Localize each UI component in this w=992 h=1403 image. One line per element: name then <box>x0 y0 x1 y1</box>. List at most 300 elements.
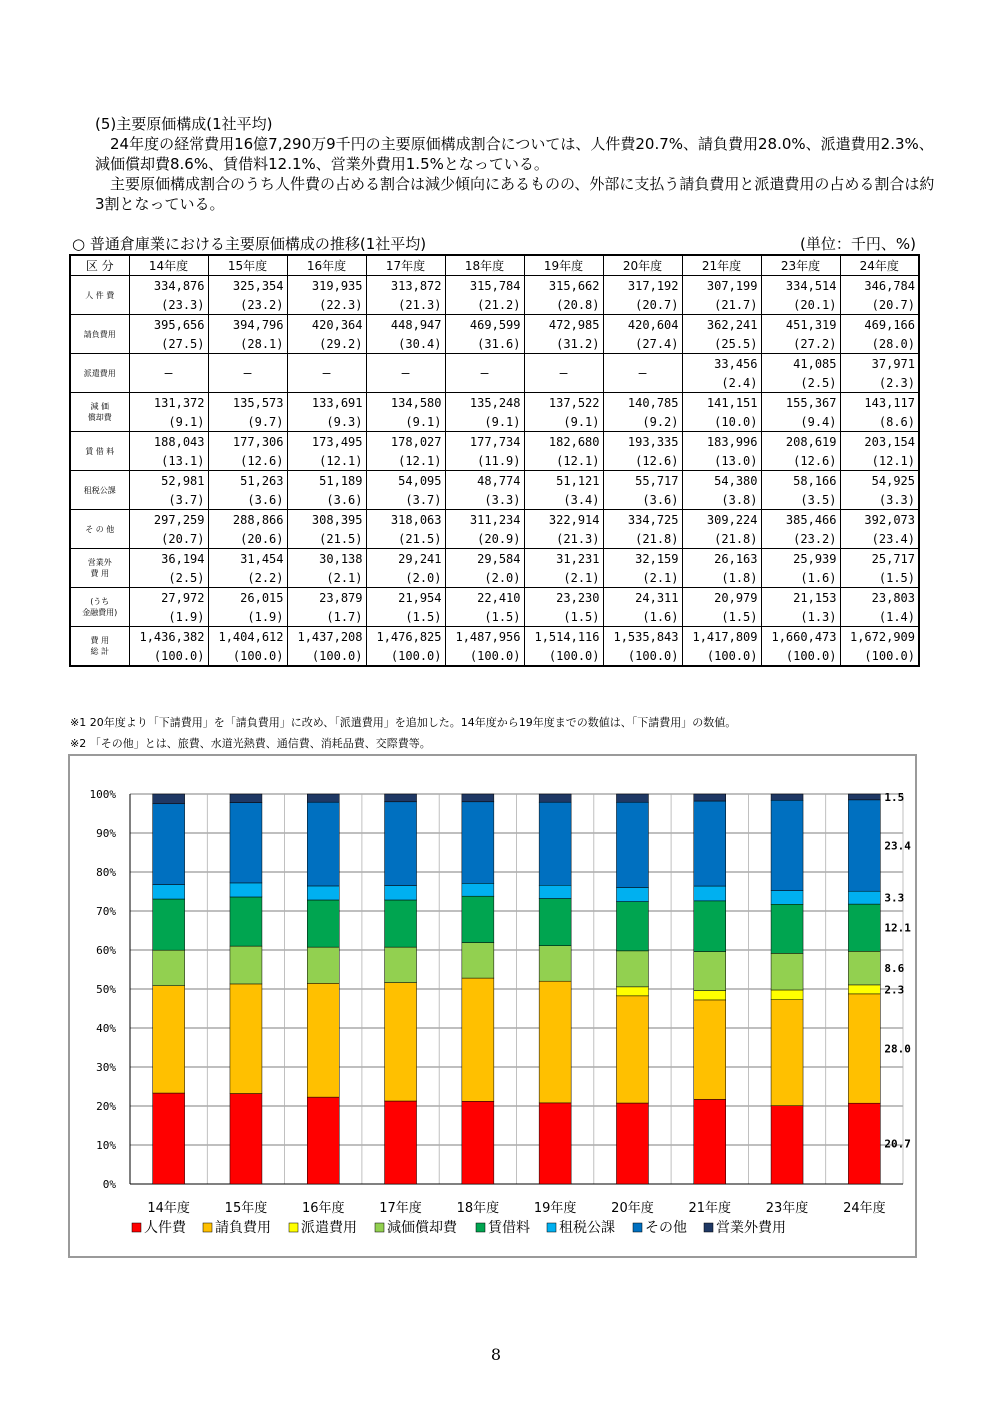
bar-segment <box>848 985 880 994</box>
x-tick-label: 20年度 <box>611 1201 654 1216</box>
footnote-2: ※2 「その他」とは、旅費、水道光熱費、通信費、消耗品費、交際費等。 <box>70 737 431 750</box>
cell-value: 141,151 <box>682 393 761 413</box>
cell-percent: (2.1) <box>603 568 682 588</box>
cell-percent: (21.5) <box>287 529 366 549</box>
cell-percent: (100.0) <box>524 646 603 666</box>
bar-segment <box>616 987 648 996</box>
cell-value: 362,241 <box>682 315 761 335</box>
cell-value: 319,935 <box>287 276 366 296</box>
data-label: 20.7 <box>884 1137 911 1151</box>
cell-value: 322,914 <box>524 510 603 530</box>
header-year: 24年度 <box>840 255 919 276</box>
cell-percent: (23.3) <box>129 295 208 315</box>
y-tick-label: 20% <box>96 1100 116 1113</box>
data-label: 28.0 <box>884 1042 911 1056</box>
cell-value: 334,876 <box>129 276 208 296</box>
cell-value: 1,487,956 <box>445 627 524 647</box>
cell-value: 25,717 <box>840 549 919 569</box>
cell-value: 288,866 <box>208 510 287 530</box>
x-tick-label: 21年度 <box>688 1201 732 1216</box>
cell-value: 308,395 <box>287 510 366 530</box>
footnote-1: ※1 20年度より「下請費用」を「請負費用」に改め、「派遣費用」を追加した。14年度から19年度までの数値は、「下請費用」の数値。 <box>70 716 737 729</box>
cell-dash: — <box>445 354 524 393</box>
cell-dash: — <box>524 354 603 393</box>
stacked-bar-chart <box>70 756 915 1256</box>
cell-value: 188,043 <box>129 432 208 452</box>
cell-percent: (23.4) <box>840 529 919 549</box>
cell-value: 23,803 <box>840 588 919 608</box>
cell-percent: (1.9) <box>129 607 208 627</box>
cell-value: 51,189 <box>287 471 366 491</box>
table-row-pct <box>70 295 919 315</box>
cell-value: 309,224 <box>682 510 761 530</box>
cell-value: 41,085 <box>761 354 840 374</box>
bar-segment <box>848 891 880 904</box>
cell-value: 1,436,382 <box>129 627 208 647</box>
legend-swatch <box>547 1223 556 1232</box>
table-row-pct <box>70 334 919 354</box>
cell-percent: (20.9) <box>445 529 524 549</box>
cell-percent: (3.8) <box>682 490 761 510</box>
table-row-pct <box>70 490 919 510</box>
cell-value: 33,456 <box>682 354 761 374</box>
cell-percent: (3.6) <box>208 490 287 510</box>
cell-percent: (3.7) <box>129 490 208 510</box>
cell-percent: (21.5) <box>366 529 445 549</box>
bar-segment <box>539 981 571 1103</box>
intro-paragraph-1: 24年度の経常費用16億7,290万9千円の主要原価構成割合については、人件費20.7%、請負費用28.0%、派遣費用2.3%、減価償却費8.6%、賃借料12.1%、営業外費用1.5%となっている。 <box>95 135 934 173</box>
bar-segment <box>771 953 803 990</box>
legend-label: 減価償却費 <box>387 1220 457 1236</box>
cell-percent: (100.0) <box>603 646 682 666</box>
bar-segment <box>462 883 494 896</box>
cell-percent: (11.9) <box>445 451 524 471</box>
bar-segment <box>539 885 571 898</box>
bar-segment <box>694 952 726 991</box>
row-label: 減 価 償却費 <box>70 393 129 432</box>
bar-segment <box>462 896 494 942</box>
cell-value: 24,311 <box>603 588 682 608</box>
table-row <box>70 549 919 569</box>
cell-value: 29,241 <box>366 549 445 569</box>
bar-segment <box>230 946 262 984</box>
bar-segment <box>153 986 185 1093</box>
cell-value: 55,717 <box>603 471 682 491</box>
cell-percent: (1.3) <box>761 607 840 627</box>
table-row <box>70 276 919 296</box>
bar-segment <box>385 947 417 982</box>
cell-percent: (100.0) <box>287 646 366 666</box>
cell-value: 51,263 <box>208 471 287 491</box>
bar-segment <box>307 947 339 983</box>
bar-segment <box>230 984 262 1094</box>
cell-percent: (20.7) <box>129 529 208 549</box>
bar-segment <box>694 1000 726 1099</box>
cell-percent: (23.2) <box>761 529 840 549</box>
cost-table <box>69 254 920 667</box>
cell-percent: (12.1) <box>366 451 445 471</box>
cell-value: 318,063 <box>366 510 445 530</box>
cell-percent: (1.6) <box>761 568 840 588</box>
bar-segment <box>616 887 648 901</box>
table-row-pct <box>70 568 919 588</box>
cell-percent: (9.1) <box>445 412 524 432</box>
legend-swatch <box>289 1223 298 1232</box>
cell-percent: (12.1) <box>524 451 603 471</box>
cell-value: 22,410 <box>445 588 524 608</box>
bar-segment <box>385 794 417 802</box>
cell-percent: (10.0) <box>682 412 761 432</box>
header-year: 20年度 <box>603 255 682 276</box>
row-label: (うち 金融費用) <box>70 588 129 627</box>
table-row <box>70 471 919 491</box>
cell-percent: (2.5) <box>129 568 208 588</box>
bar-segment <box>694 886 726 901</box>
cell-percent: (1.5) <box>445 607 524 627</box>
cell-value: 135,573 <box>208 393 287 413</box>
cell-value: 1,437,208 <box>287 627 366 647</box>
cell-value: 346,784 <box>840 276 919 296</box>
cell-value: 23,879 <box>287 588 366 608</box>
cell-percent: (21.3) <box>366 295 445 315</box>
cell-percent: (13.0) <box>682 451 761 471</box>
cell-percent: (2.2) <box>208 568 287 588</box>
bar-segment <box>616 902 648 951</box>
bar-segment <box>462 978 494 1101</box>
cell-percent: (25.5) <box>682 334 761 354</box>
intro-paragraph-2: 主要原価構成割合のうち人件費の占める割合は減少傾向にあるものの、外部に支払う請負費用と派遣費用の占める割合は約3割となっている。 <box>95 175 935 213</box>
cell-percent: (9.1) <box>366 412 445 432</box>
bar-segment <box>694 794 726 801</box>
cell-value: 177,306 <box>208 432 287 452</box>
cell-value: 30,138 <box>287 549 366 569</box>
bar-segment <box>694 801 726 886</box>
cell-value: 317,192 <box>603 276 682 296</box>
cell-percent: (2.5) <box>761 373 840 393</box>
table-unit: (単位：千円、%) <box>800 235 916 253</box>
cell-percent: (27.5) <box>129 334 208 354</box>
cell-value: 134,580 <box>366 393 445 413</box>
bar-segment <box>153 885 185 899</box>
bar-segment <box>771 1106 803 1184</box>
cell-value: 52,981 <box>129 471 208 491</box>
cell-percent: (3.7) <box>366 490 445 510</box>
bar-segment <box>230 794 262 803</box>
cell-value: 182,680 <box>524 432 603 452</box>
legend-label: 派遣費用 <box>301 1220 357 1236</box>
table-title: ○ 普通倉庫業における主要原価構成の推移(1社平均) <box>72 235 427 253</box>
cell-percent: (3.5) <box>761 490 840 510</box>
cell-percent: (1.5) <box>524 607 603 627</box>
bar-segment <box>539 946 571 981</box>
cell-value: 334,725 <box>603 510 682 530</box>
x-tick-label: 23年度 <box>765 1201 809 1216</box>
cell-percent: (12.6) <box>208 451 287 471</box>
bar-segment <box>153 1093 185 1184</box>
bar-segment <box>462 1101 494 1184</box>
cell-percent: (20.6) <box>208 529 287 549</box>
cell-value: 395,656 <box>129 315 208 335</box>
bar-segment <box>230 803 262 883</box>
bar-segment <box>848 994 880 1103</box>
header-year: 18年度 <box>445 255 524 276</box>
table-row <box>70 354 919 374</box>
cell-value: 48,774 <box>445 471 524 491</box>
table-row <box>70 627 919 647</box>
x-tick-label: 15年度 <box>224 1201 268 1216</box>
bar-segment <box>462 802 494 884</box>
cell-percent: (21.2) <box>445 295 524 315</box>
cell-percent: (1.6) <box>603 607 682 627</box>
data-label: 8.6 <box>884 962 905 976</box>
cell-percent: (12.1) <box>840 451 919 471</box>
cell-percent: (21.8) <box>603 529 682 549</box>
chart-frame <box>68 754 917 1258</box>
cell-percent: (28.1) <box>208 334 287 354</box>
cell-percent: (20.7) <box>603 295 682 315</box>
table-row-pct <box>70 412 919 432</box>
cell-value: 26,163 <box>682 549 761 569</box>
cell-percent: (100.0) <box>761 646 840 666</box>
cell-value: 1,535,843 <box>603 627 682 647</box>
bar-segment <box>153 794 185 804</box>
bar-segment <box>385 802 417 886</box>
cell-value: 32,159 <box>603 549 682 569</box>
cell-value: 51,121 <box>524 471 603 491</box>
cell-value: 155,367 <box>761 393 840 413</box>
cell-value: 178,027 <box>366 432 445 452</box>
cell-percent: (9.3) <box>287 412 366 432</box>
cell-percent: (2.1) <box>287 568 366 588</box>
cell-dash: — <box>208 354 287 393</box>
legend-swatch <box>476 1223 485 1232</box>
bar-segment <box>153 899 185 950</box>
bar-segment <box>771 990 803 1000</box>
row-label: 費 用 総 計 <box>70 627 129 667</box>
bar-segment <box>771 891 803 905</box>
cell-value: 448,947 <box>366 315 445 335</box>
bar-segment <box>771 800 803 890</box>
legend-swatch <box>633 1223 642 1232</box>
cell-value: 334,514 <box>761 276 840 296</box>
bar-segment <box>307 794 339 802</box>
legend-swatch <box>203 1223 212 1232</box>
legend-swatch <box>375 1223 384 1232</box>
cell-percent: (100.0) <box>208 646 287 666</box>
cell-value: 420,604 <box>603 315 682 335</box>
y-tick-label: 70% <box>96 905 116 918</box>
section-heading: (5)主要原価構成(1社平均) <box>95 115 273 133</box>
cell-value: 313,872 <box>366 276 445 296</box>
cell-value: 140,785 <box>603 393 682 413</box>
bar-segment <box>539 802 571 885</box>
cell-value: 31,231 <box>524 549 603 569</box>
cell-dash: — <box>366 354 445 393</box>
cell-value: 25,939 <box>761 549 840 569</box>
bar-segment <box>539 899 571 946</box>
cell-percent: (27.2) <box>761 334 840 354</box>
legend-swatch <box>704 1223 713 1232</box>
x-tick-label: 19年度 <box>533 1201 577 1216</box>
legend-label: 賃借料 <box>488 1220 530 1236</box>
header-year: 23年度 <box>761 255 840 276</box>
cell-value: 27,972 <box>129 588 208 608</box>
cell-percent: (30.4) <box>366 334 445 354</box>
cell-percent: (20.1) <box>761 295 840 315</box>
cell-value: 23,230 <box>524 588 603 608</box>
cell-percent: (9.1) <box>524 412 603 432</box>
cell-value: 1,417,809 <box>682 627 761 647</box>
cell-percent: (2.0) <box>445 568 524 588</box>
table-header-row <box>70 255 919 276</box>
row-label: 賃 借 料 <box>70 432 129 471</box>
cell-value: 325,354 <box>208 276 287 296</box>
cell-value: 135,248 <box>445 393 524 413</box>
cell-percent: (3.6) <box>287 490 366 510</box>
cell-percent: (1.9) <box>208 607 287 627</box>
bar-segment <box>694 991 726 1000</box>
cell-percent: (23.2) <box>208 295 287 315</box>
cell-percent: (8.6) <box>840 412 919 432</box>
cell-value: 21,153 <box>761 588 840 608</box>
cell-value: 392,073 <box>840 510 919 530</box>
cell-percent: (9.2) <box>603 412 682 432</box>
cell-value: 26,015 <box>208 588 287 608</box>
cell-value: 1,672,909 <box>840 627 919 647</box>
bar-segment <box>385 900 417 947</box>
cell-value: 203,154 <box>840 432 919 452</box>
table-row-pct <box>70 451 919 471</box>
cell-percent: (3.6) <box>603 490 682 510</box>
bar-segment <box>694 1099 726 1184</box>
cell-percent: (21.3) <box>524 529 603 549</box>
header-year: 17年度 <box>366 255 445 276</box>
bar-segment <box>385 1101 417 1184</box>
legend-label: 請負費用 <box>215 1220 271 1236</box>
cell-percent: (9.1) <box>129 412 208 432</box>
table-row <box>70 510 919 530</box>
y-tick-label: 10% <box>96 1139 116 1152</box>
cell-percent: (31.2) <box>524 334 603 354</box>
row-label: 営業外 費 用 <box>70 549 129 588</box>
bar-segment <box>307 983 339 1097</box>
cell-percent: (100.0) <box>840 646 919 666</box>
cell-percent: (3.4) <box>524 490 603 510</box>
bar-segment <box>462 794 494 802</box>
bar-segment <box>848 794 880 800</box>
cell-value: 420,364 <box>287 315 366 335</box>
bar-segment <box>230 1094 262 1184</box>
bar-segment <box>616 996 648 1103</box>
cell-percent: (2.4) <box>682 373 761 393</box>
cell-percent: (100.0) <box>366 646 445 666</box>
row-label: 請負費用 <box>70 315 129 354</box>
header-label: 区 分 <box>70 255 129 276</box>
cell-value: 36,194 <box>129 549 208 569</box>
y-tick-label: 60% <box>96 944 116 957</box>
table-row <box>70 393 919 413</box>
bar-segment <box>694 901 726 952</box>
cell-value: 311,234 <box>445 510 524 530</box>
cell-value: 58,166 <box>761 471 840 491</box>
bar-segment <box>771 904 803 953</box>
cell-value: 307,199 <box>682 276 761 296</box>
header-year: 14年度 <box>129 255 208 276</box>
bar-segment <box>771 794 803 800</box>
cell-value: 133,691 <box>287 393 366 413</box>
header-year: 21年度 <box>682 255 761 276</box>
cell-percent: (2.3) <box>840 373 919 393</box>
bar-segment <box>539 794 571 802</box>
cell-percent: (13.1) <box>129 451 208 471</box>
bar-segment <box>462 943 494 978</box>
cell-percent: (1.8) <box>682 568 761 588</box>
cell-value: 315,662 <box>524 276 603 296</box>
cell-value: 469,599 <box>445 315 524 335</box>
bar-segment <box>771 1000 803 1106</box>
x-tick-label: 14年度 <box>147 1201 190 1216</box>
cell-percent: (12.6) <box>761 451 840 471</box>
cell-dash: — <box>129 354 208 393</box>
cell-percent: (2.1) <box>524 568 603 588</box>
data-label: 1.5 <box>884 790 905 804</box>
cell-value: 451,319 <box>761 315 840 335</box>
cell-percent: (1.7) <box>287 607 366 627</box>
cell-percent: (20.7) <box>840 295 919 315</box>
cell-value: 1,514,116 <box>524 627 603 647</box>
cell-percent: (1.4) <box>840 607 919 627</box>
cell-percent: (1.5) <box>840 568 919 588</box>
bar-segment <box>230 883 262 897</box>
bar-segment <box>307 1097 339 1184</box>
row-label: 派遣費用 <box>70 354 129 393</box>
x-tick-label: 18年度 <box>456 1201 500 1216</box>
cell-dash: — <box>287 354 366 393</box>
y-tick-label: 90% <box>96 827 116 840</box>
page-number: 8 <box>490 1345 502 1364</box>
bar-segment <box>848 951 880 985</box>
cell-value: 193,335 <box>603 432 682 452</box>
cell-percent: (12.1) <box>287 451 366 471</box>
cell-percent: (3.3) <box>840 490 919 510</box>
legend-label: 人件費 <box>144 1220 186 1236</box>
row-label: 租税公課 <box>70 471 129 510</box>
y-tick-label: 0% <box>102 1178 116 1191</box>
legend-swatch <box>132 1223 141 1232</box>
intro-section <box>95 114 935 214</box>
table-row-pct <box>70 646 919 666</box>
x-tick-label: 17年度 <box>379 1201 422 1216</box>
cell-percent: (27.4) <box>603 334 682 354</box>
cell-value: 143,117 <box>840 393 919 413</box>
bar-segment <box>848 904 880 951</box>
data-label: 23.4 <box>884 839 911 853</box>
cell-value: 208,619 <box>761 432 840 452</box>
cell-percent: (31.6) <box>445 334 524 354</box>
header-year: 19年度 <box>524 255 603 276</box>
cell-value: 54,925 <box>840 471 919 491</box>
cell-percent: (1.5) <box>366 607 445 627</box>
cell-value: 1,476,825 <box>366 627 445 647</box>
cell-percent: (2.0) <box>366 568 445 588</box>
cell-percent: (22.3) <box>287 295 366 315</box>
cell-value: 1,404,612 <box>208 627 287 647</box>
cell-dash: — <box>603 354 682 393</box>
cell-value: 297,259 <box>129 510 208 530</box>
table-row <box>70 432 919 452</box>
cell-value: 37,971 <box>840 354 919 374</box>
cell-percent: (21.7) <box>682 295 761 315</box>
